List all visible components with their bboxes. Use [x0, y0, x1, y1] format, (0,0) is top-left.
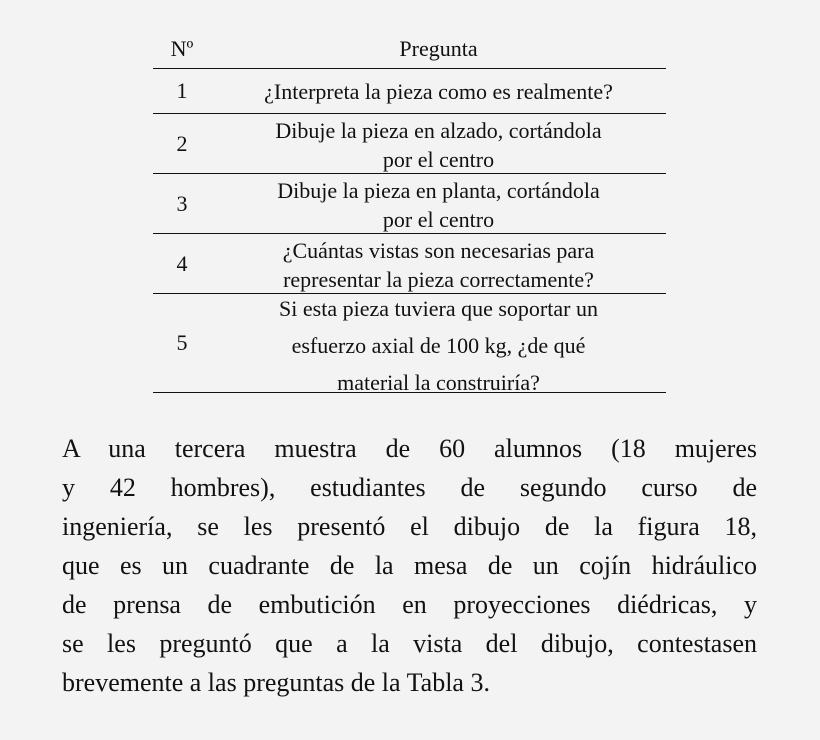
paragraph-line: que es un cuadrante de la mesa de un cojín hidráulico [62, 551, 757, 580]
question-line: por el centro [382, 206, 495, 232]
paragraph-line: se les preguntó que a la vista del dibujo, contestasen [62, 629, 757, 658]
paragraph-line: de prensa de embutición en proyecciones diédricas, y [62, 590, 757, 619]
question-line: ¿Interpreta la pieza como es realmente? [264, 78, 613, 104]
row-question [211, 69, 666, 114]
table-header-row [153, 30, 666, 69]
paragraph-line: brevemente a las preguntas de la Tabla 3. [62, 668, 490, 697]
question-line: Dibuje la pieza en alzado, cortándola [275, 117, 602, 143]
questions-table [153, 30, 666, 393]
question-line: ¿Cuántas vistas son necesarias para [282, 237, 595, 263]
table-row [153, 174, 666, 234]
question-line: representar la pieza correctamente? [283, 266, 594, 292]
row-question [211, 294, 666, 393]
header-number: Nº [153, 30, 211, 69]
table-row [153, 114, 666, 174]
question-line: esfuerzo axial de 100 kg, ¿de qué [291, 332, 586, 358]
row-question [211, 174, 666, 234]
paragraph-line: y 42 hombres), estudiantes de segundo curso de [62, 473, 757, 502]
row-number: 3 [176, 190, 188, 216]
table-row [153, 69, 666, 114]
paragraph-line: A una tercera muestra de 60 alumnos (18 mujeres [62, 434, 757, 463]
question-line: Dibuje la pieza en planta, cortándola [277, 177, 600, 203]
question-line: Si esta pieza tuviera que soportar un [279, 295, 598, 321]
row-number: 2 [176, 130, 188, 156]
table-row [153, 294, 666, 393]
row-number: 1 [176, 78, 188, 103]
question-line: por el centro [382, 146, 495, 172]
row-question [211, 234, 666, 294]
row-question [211, 114, 666, 174]
questions-table-container [153, 30, 666, 393]
paragraph-line: ingeniería, se les presentó el dibujo de la figura 18, [62, 512, 757, 541]
table-row [153, 234, 666, 294]
row-number: 4 [176, 250, 188, 276]
question-line: material la construiría? [337, 369, 540, 395]
row-number: 5 [176, 330, 188, 355]
body-paragraph [62, 429, 757, 702]
header-question: Pregunta [211, 30, 666, 69]
